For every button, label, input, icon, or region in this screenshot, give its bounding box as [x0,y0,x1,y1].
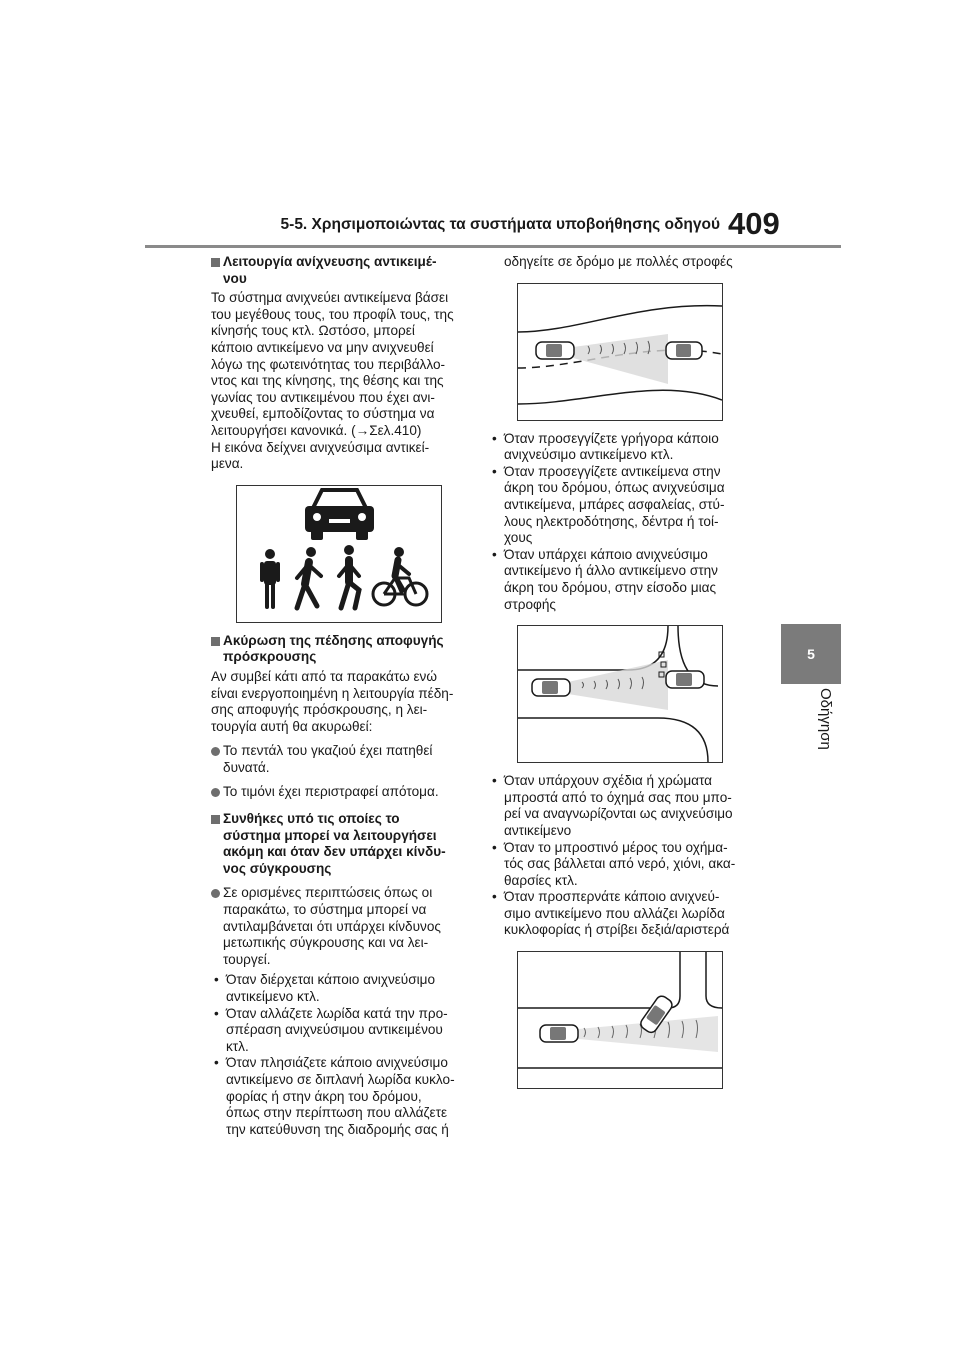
circle-item [211,885,477,968]
car-front-icon [305,490,374,540]
approach-bullet-list [489,431,755,614]
object-detection-body: Το σύστημα ανιχνεύει αντικείμενα βάσει του μεγέθους τους, του προφίλ τους, της κίνησής τους κτλ. Ωστόσο, μπορεί κάποιο αντικείμενο να μην ανιχνευθεί λόγω της φωτεινότητας του περιβάλλο- ντος και της κίνησης, της θέσης και της γωνίας του αντικειμένου που έχει ανι- χνευθεί, εμποδίζοντας το σύστημα να λειτουργήσει κανονικά. (→Σελ.410) Η εικόνα δείχνει ανιχνεύσιμα αντικεί- μενα. [211,290,454,472]
other-car-icon [666,671,704,688]
own-car-icon [540,1025,578,1042]
section-heading-cancel-braking [211,633,477,666]
figure-detectable-objects [236,485,442,623]
cyclist-icon [373,547,427,605]
corner-entry-illustration [518,626,722,762]
square-bullet-icon [211,258,220,267]
square-bullet-icon [211,815,220,824]
pedestrian-running-icon [339,545,359,608]
list-item [211,1055,477,1138]
oncoming-car-icon [666,342,702,359]
bullet-dot: • [492,839,497,855]
turning-vehicle-illustration [518,952,722,1088]
list-item-text: Όταν προσεγγίζετε γρήγορα κάποιο ανιχνεύσιμο αντικείμενο κτλ. [504,430,719,463]
bullet-dot: • [492,430,497,446]
page-number: 409 [728,206,780,241]
list-item-text: Όταν το μπροστινό μέρος του οχήμα- τός σας βάλλεται από νερό, χιόνι, ακα- θαρσίες κτλ. [504,839,736,888]
chapter-tab: 5 [781,624,841,684]
list-item [489,840,755,890]
bullet-dot: • [492,889,497,905]
list-item-text: Όταν αλλάζετε λωρίδα κατά την προ- σπέραση ανιχνεύσιμου αντικειμένου κτλ. [226,1005,448,1054]
circle-bullet-icon [211,788,220,797]
circle-item [211,743,477,776]
list-item [489,547,755,613]
circle-bullet-icon [211,889,220,898]
bullet-dot: • [492,546,497,562]
pedestrian-walking-icon [297,547,321,608]
detectable-objects-illustration [237,486,441,622]
own-car-icon [532,679,570,696]
section-heading-text: Λειτουργία ανίχνευσης αντικειμέ- νου [223,254,437,286]
header-rule [145,245,841,248]
section-heading-text: Συνθήκες υπό τις οποίες το σύστημα μπορεί να λειτουργήσει ακόμη και όταν δεν υπάρχει κίνδυ- νος σύγκρουσης [223,811,446,876]
figure-corner-entry [517,625,723,763]
list-item [489,889,755,939]
circle-bullet-icon [211,747,220,756]
bullet-dot: • [492,773,497,789]
list-item-text: Όταν προσπερνάτε κάποιο ανιχνεύ- σιμο αντικείμενο που αλλάζει λωρίδα κυκλοφορίας ή στρίβει δεξιά/αριστερά [504,889,730,938]
list-item-text: Όταν προσεγγίζετε αντικείμενα στην άκρη του δρόμου, όπως ανιχνεύσιμα αντικείμενα, μπάρες ασφαλείας, στύ- λους ηλεκτροδότησης, δέντρα ή τοί- χους [504,463,725,546]
bullet-dot: • [214,1005,219,1021]
circle-item-text: Σε ορισμένες περιπτώσεις όπως οι παρακάτω, το σύστημα μπορεί να αντιλαμβάνεται ότι υπάρχει κίνδυνος μετωπικής σύγκρουσης και να λει- τουργεί. [223,885,441,967]
list-item [489,773,755,839]
list-item [211,972,477,1005]
bullet-dot: • [214,972,219,988]
curved-road-illustration [518,284,722,420]
list-item-text: Όταν υπάρχουν σχέδια ή χρώματα μπροστά από το όχημά σας που μπο- ρεί να αναγνωρίζονται ως ανιχνεύσιμο αντικείμενο [504,773,733,838]
list-item [211,1006,477,1056]
own-car-icon [536,342,574,359]
list-item-text: Όταν υπάρχει κάποιο ανιχνεύσιμο αντικείμενο ή άλλο αντικείμενο στην άκρη του δρόμου, στην είσοδο μιας στροφής [504,546,718,612]
circle-item-text: Το πεντάλ του γκαζιού έχει πατηθεί δυνατά. [223,743,433,775]
list-item-text: Όταν διέρχεται κάποιο ανιχνεύσιμο αντικείμενο κτλ. [226,972,436,1004]
section-heading-conditions [211,811,477,877]
bullet-dot: • [492,463,497,479]
list-item [489,431,755,464]
circle-item-text: Το τιμόνι έχει περιστραφεί απότομα. [223,784,439,800]
figure-curved-road [517,283,723,421]
header-title: 5-5. Χρησιμοποιώντας τα συστήματα υποβοήθησης οδηγού [280,216,720,233]
list-item [489,464,755,547]
conditions-bullet-list [211,972,477,1138]
section-heading-text: Ακύρωση της πέδησης αποφυγής πρόσκρουσης [223,632,444,665]
square-bullet-icon [211,637,220,646]
figure-turning-vehicle [517,951,723,1089]
left-column [211,250,477,1142]
continuation-text: οδηγείτε σε δρόμο με πολλές στροφές [504,254,733,269]
list-item-text: Όταν πλησιάζετε κάποιο ανιχνεύσιμο αντικείμενο σε διπλανή λωρίδα κυκλο- φορίας ή στην άκρη του δρόμου, όπως στην περίπτωση που αλλάζετε την κατεύθυνση της διαδρομής σας ή [226,1055,455,1137]
right-column [489,250,755,1099]
circle-item [211,784,477,801]
chapter-label: Οδήγηση [817,688,834,750]
pedestrian-standing-icon [260,549,280,609]
patterns-bullet-list [489,773,755,939]
cancel-braking-body: Αν συμβεί κάτι από τα παρακάτω ενώ είναι ενεργοποιημένη η λειτουργία πέδη- σης αποφυγής πρόσκρουσης, η λει- τουργία αυτή θα ακυρωθεί: [211,668,454,734]
bullet-dot: • [214,1055,219,1071]
section-heading-object-detection [211,254,477,287]
